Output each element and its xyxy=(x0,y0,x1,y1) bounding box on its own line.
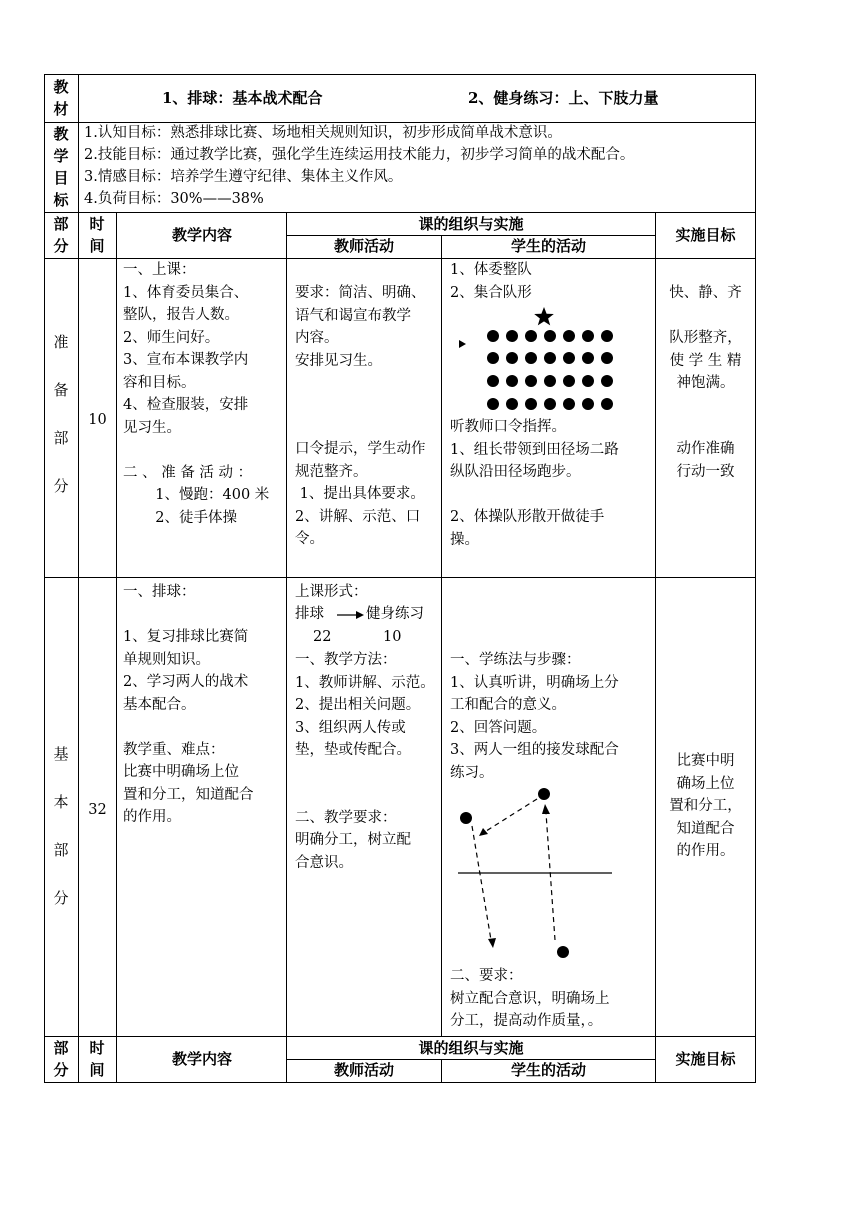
header-org: 课的组织与实施 xyxy=(418,215,524,233)
star-icon xyxy=(534,307,554,325)
goal-line-4: 4.负荷目标：30%——38% xyxy=(84,191,264,207)
student-dots xyxy=(487,330,613,410)
prep-content: 一、上课： 1、体育委员集合、 整队，报告人数。 2、师生问好。 3、宣布本课教学内 容和目标。 4、检查服装，安排 见习生。 二 、 准 备 活 动 ： 1、慢跑：400 米 2、徒手体操 xyxy=(123,262,270,526)
flow-num-volleyball: 22 xyxy=(313,629,332,645)
basic-teacher-form: 上课形式： xyxy=(295,584,368,600)
header-goal: 实施目标 xyxy=(675,226,736,244)
basic-student-b: 二、要求： 树立配合意识，明确场上 分工，提高动作质量，。 xyxy=(450,968,610,1029)
flow-arrow-icon xyxy=(335,608,365,622)
basic-teacher-rest: 一、教学方法： 1、教师讲解、示范。 2、提出相关问题。 3、组织两人传或 垫，垫或传配合。 二、教学要求： 明确分工，树立配 合意识。 xyxy=(295,652,435,871)
footer-header-time: 时 间 xyxy=(89,1039,105,1079)
flow-volleyball: 排球 xyxy=(295,606,324,622)
material-item-1: 1、排球：基本战术配合 xyxy=(162,89,323,107)
prep-teacher-b: 口令提示，学生动作 规范整齐。 1、提出具体要求。 2、讲解、示范、口 令。 xyxy=(295,441,426,547)
footer-header-teacher: 教师活动 xyxy=(333,1061,394,1079)
basic-content: 一、排球： 1、复习排球比赛简 单规则知识。 2、学习两人的战术 基本配合。 教学重、难点： 比赛中明确场上位 置和分工，知道配合 的作用。 xyxy=(123,584,254,825)
goal-line-3: 3.情感目标：培养学生遵守纪律、集体主义作风。 xyxy=(84,169,403,185)
basic-student-a: 一、学练法与步骤： 1、认真听讲，明确场上分 工和配合的意义。 2、回答问题。 3、两人一组的接发球配合 练习。 xyxy=(450,652,619,781)
header-time: 时 间 xyxy=(89,215,105,255)
header-part: 部 分 xyxy=(53,215,69,255)
prep-teacher-a: 要求：简洁、明确、 语气和谒宣布教学 内容。 安排见习生。 xyxy=(295,285,426,369)
footer-header-part: 部 分 xyxy=(53,1039,69,1079)
footer-header-content: 教学内容 xyxy=(171,1050,232,1068)
prep-goal-a: 快、静、齐 队形整齐， 使 学 生 精 神饱满。 xyxy=(669,285,742,391)
prep-part: 准 备 部 分 xyxy=(53,333,69,495)
prep-student-a: 1、体委整队 2、集合队形 xyxy=(450,262,532,301)
footer-header-student: 学生的活动 xyxy=(510,1061,586,1079)
prep-time: 10 xyxy=(88,412,107,428)
basic-part: 基 本 部 分 xyxy=(53,745,69,907)
prep-goal-b: 动作准确 行动一致 xyxy=(676,441,735,480)
arrow-icon xyxy=(459,340,466,348)
flow-fitness: 健身练习 xyxy=(366,606,424,622)
header-content: 教学内容 xyxy=(171,226,232,244)
basic-time: 32 xyxy=(88,802,107,818)
basic-goal: 比赛中明 确场上位 置和分工， 知道配合 的作用。 xyxy=(669,753,742,859)
goals-label: 教 学 目 标 xyxy=(53,125,69,209)
prep-student-b: 听教师口令指挥。 1、组长带领到田径场二路 纵队沿田径场跑步。 2、体操队形散开做徒手 操。 xyxy=(450,419,619,548)
formation-diagram xyxy=(442,300,655,418)
goal-line-2: 2.技能目标：通过教学比赛，强化学生连续运用技术能力，初步学习简单的战术配合。 xyxy=(84,147,635,163)
material-label: 教 材 xyxy=(53,78,69,118)
header-teacher: 教师活动 xyxy=(333,237,394,255)
header-student: 学生的活动 xyxy=(510,237,586,255)
footer-header-org: 课的组织与实施 xyxy=(418,1039,524,1057)
footer-header-goal: 实施目标 xyxy=(675,1050,736,1068)
pass-diagram xyxy=(442,780,655,970)
goal-line-1: 1.认知目标：熟悉排球比赛、场地相关规则知识，初步形成简单战术意识。 xyxy=(84,125,562,141)
material-item-2: 2、健身练习：上、下肢力量 xyxy=(468,89,659,107)
flow-num-fitness: 10 xyxy=(383,629,402,645)
